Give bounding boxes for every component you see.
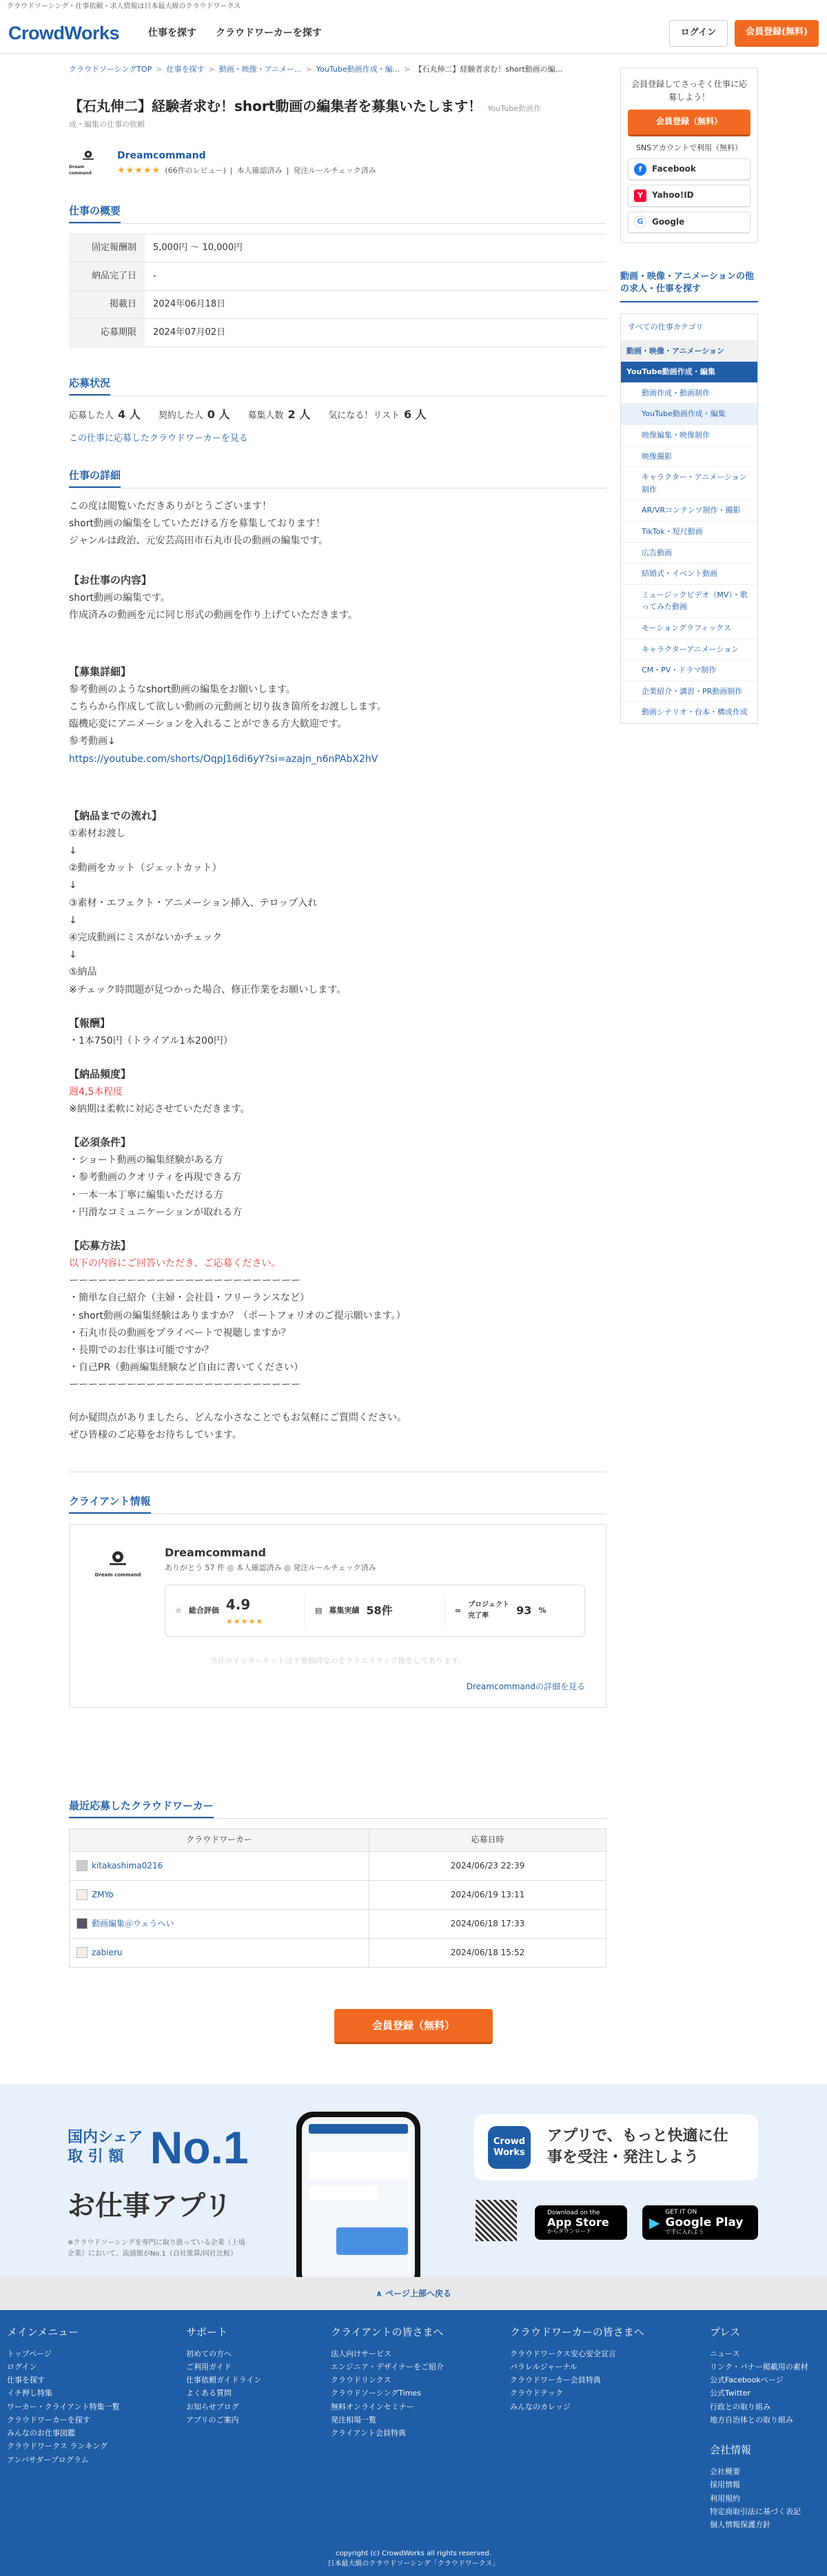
app-promo-banner: 国内シェア 取 引 額 No.1 お仕事アプリ ※クラウドソーシングを専門に取り扱っている企業（上場企業）において、流通額がNo.1（自社推算/同社比較） Crowd Works アプリで、もっと快適に仕事を受注・発注しよう Download on the App Store からダウンロード ▶ GET IT ON Google Play で手に入れよう <box>0 2084 827 2277</box>
clipboard-icon: ▤ <box>315 1606 323 1616</box>
overview-table <box>69 234 606 347</box>
avatar <box>76 1918 88 1929</box>
breadcrumb-video[interactable]: 動画・映像・アニメー... <box>218 65 302 74</box>
facebook-login-button[interactable]: f Facebook <box>628 158 751 180</box>
yahoo-login-button[interactable]: Y Yahoo!ID <box>628 185 751 206</box>
star-icon: ☆ <box>175 1606 182 1616</box>
recent-workers-heading: 最近応募したクラウドワーカー <box>69 1797 214 1818</box>
footer-col-worker: クラウドワーカーの皆さまへ クラウドワークス安心安全宣言 パラレルジャーナル クラウドワーカー会員特典 クラウドテック みんなのカレッジ <box>510 2325 644 2411</box>
yahoo-icon: Y <box>634 189 646 202</box>
handshake-icon: ∞ <box>455 1606 462 1616</box>
client-card-logo-icon <box>104 1549 132 1572</box>
facebook-icon: f <box>634 163 646 176</box>
category-item[interactable]: AR/VRコンテンツ制作・撮影 <box>621 500 757 522</box>
job-detail-text: この度は閲覧いただきありがとうございます！ short動画の編集をしていただける方を募集しております！ ジャンルは政治、元安芸高田市石丸市長の動画の編集です。 【お仕事の内容】 short動画の編集です。 作成済みの動画を元に同じ形式の動画を作り上げていただきます。 【募集詳細】 参考動画のようなshort動画の編集をお願いします。 こちらから作成して欲しい動画の元動画と切り抜き箇所をお渡しします。 臨機応変にアニメーションを入れることができる方大歓迎です。 参考動画↓ https://youtube.com/shorts/OqpJ16di6yY?si=azajn_n6nPAbX2hV 【納品までの流れ】 ①素材お渡し ↓ ②動画をカット（ジェットカット） ↓ ③素材・エフェクト・アニメーション挿入、テロップ入れ ↓ ④完成動画にミスがないかチェック ↓ ⑤納品 ※チェック時間題が見つかった場合、修正作業をお願いします。 【報酬】 ・1本750円（トライアル1本200円） 【納品頻度】 週4,5本程度 ※納期は柔軟に対応させていただきます。 【必須条件】 ・ショート動画の編集経験がある方 ・参考動画のクオリティを再現できる方 ・一本一本丁寧に編集いただける方 ・円滑なコミュニケーションが取れる方 【応募方法】 以下の内容にご回答いただき、ご応募ください。 ーーーーーーーーーーーーーーーーーーーーーーーー ・簡単な自己紹介（主婦・会社員・フリーランスなど） ・short動画の編集経験はありますか？（ポートフォリオのご提示願います。） ・石丸市長の動画をプライベートで視聴しますか？ ・長期でのお仕事は可能ですか？ ・自己PR（動画編集経験など自由に書いてください） ーーーーーーーーーーーーーーーーーーーーーーーー 何か疑問点がありましたら、どんな小さなことでもお気軽にご質問ください。 ぜひ皆様のご応募をお待ちしています。 <box>69 500 407 1441</box>
table-row: 動画編集＠ウェうへい 2024/06/18 17:33 <box>70 1909 606 1938</box>
category-item[interactable]: 結婚式・イベント動画 <box>621 564 757 585</box>
view-applicants-link[interactable]: この仕事に応募したクラウドワーカーを見る <box>69 433 248 444</box>
category-item[interactable]: 映像撮影 <box>621 446 757 468</box>
footer-col-support: サポート 初めての方へ ご利用ガイド 仕事依頼ガイドライン よくある質問 お知らせブログ アプリのご案内 <box>186 2325 262 2424</box>
table-row: 納品完了日 - <box>69 262 606 291</box>
category-subtitle: 成・編集の仕事の依頼 <box>69 119 145 129</box>
phone-mockup <box>296 2112 420 2277</box>
category-item[interactable]: キャラクターアニメーション <box>621 639 757 661</box>
reference-video-link[interactable]: https://youtube.com/shorts/OqpJ16di6yY?si=azajn_n6nPAbX2hV <box>69 753 378 765</box>
category-item[interactable]: 広告動画 <box>621 543 757 564</box>
avatar <box>76 1860 88 1871</box>
sidebar <box>620 63 758 1968</box>
client-logo: Dream command <box>69 150 108 177</box>
app-bubble: Crowd Works アプリで、もっと快適に仕事を受注・発注しよう <box>474 2114 758 2181</box>
identity-badge: 本人確認済み <box>236 166 283 176</box>
thanks-count: ありがとう 57 件 <box>165 1563 225 1572</box>
google-login-button[interactable]: G Google <box>628 212 751 233</box>
client-info-heading: クライアント情報 <box>69 1493 151 1514</box>
signup-button[interactable]: 会員登録(無料) <box>735 20 819 47</box>
signup-box: 会員登録してさっそく仕事に応募しよう！ 会員登録（無料） SNSアカウントで利用（無料） f Facebook Y Yahoo!ID G Google <box>620 68 758 243</box>
breadcrumb-youtube[interactable]: YouTube動画作成・編... <box>316 65 400 74</box>
table-row: 掲載日 2024年06月18日 <box>69 291 606 319</box>
category-item[interactable]: YouTube動画作成・編集 <box>621 404 757 425</box>
table-row: zabieru 2024/06/18 15:52 <box>70 1938 606 1967</box>
recent-workers-table: クラウドワーカー 応募日時 kitakashima0216 2024/06/23 22:39 ZMYo 2024/06/19 13:11 動画編集＠ウェうへい 2024/06/18 17:33 zabieru 2024/06/18 15:52 <box>69 1828 606 1967</box>
back-to-top-link[interactable]: ∧ ページ上部へ戻る <box>0 2277 827 2310</box>
avatar <box>76 1947 88 1958</box>
client-stats: ☆ 総合評価 4.9 ★★★★★ ▤ 募集実績 58件 ∞ プロジェクト完了率 93 % <box>165 1585 585 1637</box>
footer-col-client: クライアントの皆さまへ 法人向けサービス エンジニア・デザイナーをご紹介 クラウドリンクス クラウドソーシングTimes 無料オンラインセミナー 発注相場一覧 クライアント会員特典 <box>331 2325 444 2438</box>
google-play-icon: ▶ <box>649 2214 660 2231</box>
breadcrumb-jobs[interactable]: 仕事を探す <box>166 65 205 74</box>
client-card: Dream command Dreamcommand ありがとう 57 件 ◎ 本人確認済み ◎ 発注ルールチェック済み ☆ 総合評価 4.9 ★★★★★ ▤ 募集実績 58件 ∞ プロジェクト完了率 93 % 当社のインターネットは子要価時なのをクリエイティブ推をしてあります。 Dreamcommandの詳細を見る <box>69 1524 606 1709</box>
client-logo-icon <box>78 150 99 164</box>
copyright: copyright (c) CrowdWorks all rights reserved. 日本最大級のクラウドソーシング「クラウドワークス」 <box>327 2549 500 2568</box>
main-content <box>69 63 606 1968</box>
review-count[interactable]: (66件のレビュー) <box>165 166 226 176</box>
overview-heading: 仕事の概要 <box>69 203 121 223</box>
table-row: kitakashima0216 2024/06/23 22:39 <box>70 1851 606 1880</box>
rating-stars: ★★★★★ <box>117 165 161 176</box>
breadcrumb: クラウドソーシングTOP > 仕事を探す > 動画・映像・アニメー... > YouTube動画作成・編... > 【石丸伸二】経験者求む！short動画の編... <box>69 63 606 76</box>
category-item[interactable]: 企業紹介・講習・PR動画制作 <box>621 681 757 703</box>
category-item[interactable]: 動画シナリオ・台本・構成作成 <box>621 702 757 723</box>
category-item[interactable]: 映像編集・映像制作 <box>621 425 757 446</box>
category-parent[interactable]: 動画・映像・アニメーション <box>621 341 757 362</box>
crowdworks-logo[interactable]: CrowdWorks <box>8 22 120 43</box>
table-row: 固定報酬制 5,000円 〜 10,000円 <box>69 234 606 262</box>
footer-col-press: プレス ニュース リンク・バナー掲載用の素材 公式Facebookページ 公式Twitter 行政との取り組み 地方自治体との取り組み 会社情報 会社概要 採用情報 利用規約 特定商取引法に基づく表記 個人情報保護方針 <box>710 2325 808 2530</box>
client-card-name[interactable]: Dreamcommand <box>165 1545 266 1559</box>
category-item[interactable]: CM・PV・ドラマ制作 <box>621 660 757 681</box>
title-category-tag[interactable]: YouTube動画作 <box>487 103 542 113</box>
bottom-signup-button[interactable]: 会員登録（無料） <box>334 2009 493 2044</box>
category-active[interactable]: YouTube動画作成・編集 <box>621 362 757 383</box>
no1-text: No.1 <box>150 2121 249 2173</box>
category-item[interactable]: ミュージックビデオ（MV）・歌ってみた動画 <box>621 585 757 618</box>
qr-code <box>476 2200 517 2241</box>
client-card-logo: Dream command <box>90 1544 145 1585</box>
site-footer <box>0 2310 827 2576</box>
login-button[interactable]: ログイン <box>669 20 728 47</box>
page-title: 【石丸伸二】経験者求む！short動画の編集者を募集いたします！ YouTube動画作 <box>69 97 542 114</box>
client-summary: Dream command Dreamcommand ★★★★★ (66件のレビュー) | 本人確認済み | 発注ルールチェック済み <box>69 148 606 178</box>
nav-find-workers[interactable]: クラウドワーカーを探す <box>216 28 322 39</box>
all-categories-link[interactable]: すべての仕事カテゴリ <box>621 314 757 341</box>
app-store-button[interactable]: Download on the App Store からダウンロード <box>535 2205 627 2240</box>
rule-check-badge: 発注ルールチェック済み <box>293 166 376 176</box>
category-item[interactable]: TikTok・短尺動画 <box>621 522 757 543</box>
sidebar-signup-button[interactable]: 会員登録（無料） <box>628 110 751 136</box>
google-icon: G <box>634 216 646 228</box>
site-header <box>0 14 827 54</box>
crowdworks-app-icon: Crowd Works <box>488 2126 531 2169</box>
breadcrumb-current: 【石丸伸二】経験者求む！short動画の編... <box>414 65 563 74</box>
chevron-up-icon: ∧ <box>376 2288 386 2298</box>
category-item[interactable]: キャラクター・アニメーション制作 <box>621 467 757 500</box>
client-description-faded: 当社のインターネットは子要価時なのをクリエイティブ推をしてあります。 <box>210 1656 466 1665</box>
category-item[interactable]: 動画作成・動画制作 <box>621 383 757 404</box>
table-row: ZMYo 2024/06/19 13:11 <box>70 1880 606 1909</box>
client-detail-link[interactable]: Dreamcommandの詳細を見る <box>466 1682 585 1692</box>
apply-status-heading: 応募状況 <box>69 375 110 395</box>
nav-find-jobs[interactable]: 仕事を探す <box>148 28 197 39</box>
category-list <box>620 313 758 724</box>
detail-heading: 仕事の詳細 <box>69 467 121 488</box>
header-nav <box>139 25 331 41</box>
category-item[interactable]: モーショングラフィックス <box>621 618 757 639</box>
apply-stats: 応募した人 4 人 契約した人 0 人 募集人数 2 人 気になる！リスト 6 人 <box>69 408 427 422</box>
table-row: 応募期限 2024年07月02日 <box>69 319 606 347</box>
google-play-button[interactable]: ▶ GET IT ON Google Play で手に入れよう <box>642 2205 758 2240</box>
top-tagline: クラウドソーシング・仕事依頼・求人情報は日本最大級のクラウドワークス <box>7 3 241 10</box>
breadcrumb-top[interactable]: クラウドソーシングTOP <box>69 65 152 74</box>
avatar <box>76 1889 88 1900</box>
sidebar-category-heading: 動画・映像・アニメーションの他の求人・仕事を探す <box>620 271 758 302</box>
client-name-link[interactable]: Dreamcommand <box>117 150 206 162</box>
footer-col-main: メインメニュー トップページ ログイン 仕事を探す イチ押し特集 ワーカー・クライアント特集一覧 クラウドワーカーを探す みんなのお仕事図鑑 クラウドワークス ランキング アンバサダープログラム <box>7 2325 120 2464</box>
